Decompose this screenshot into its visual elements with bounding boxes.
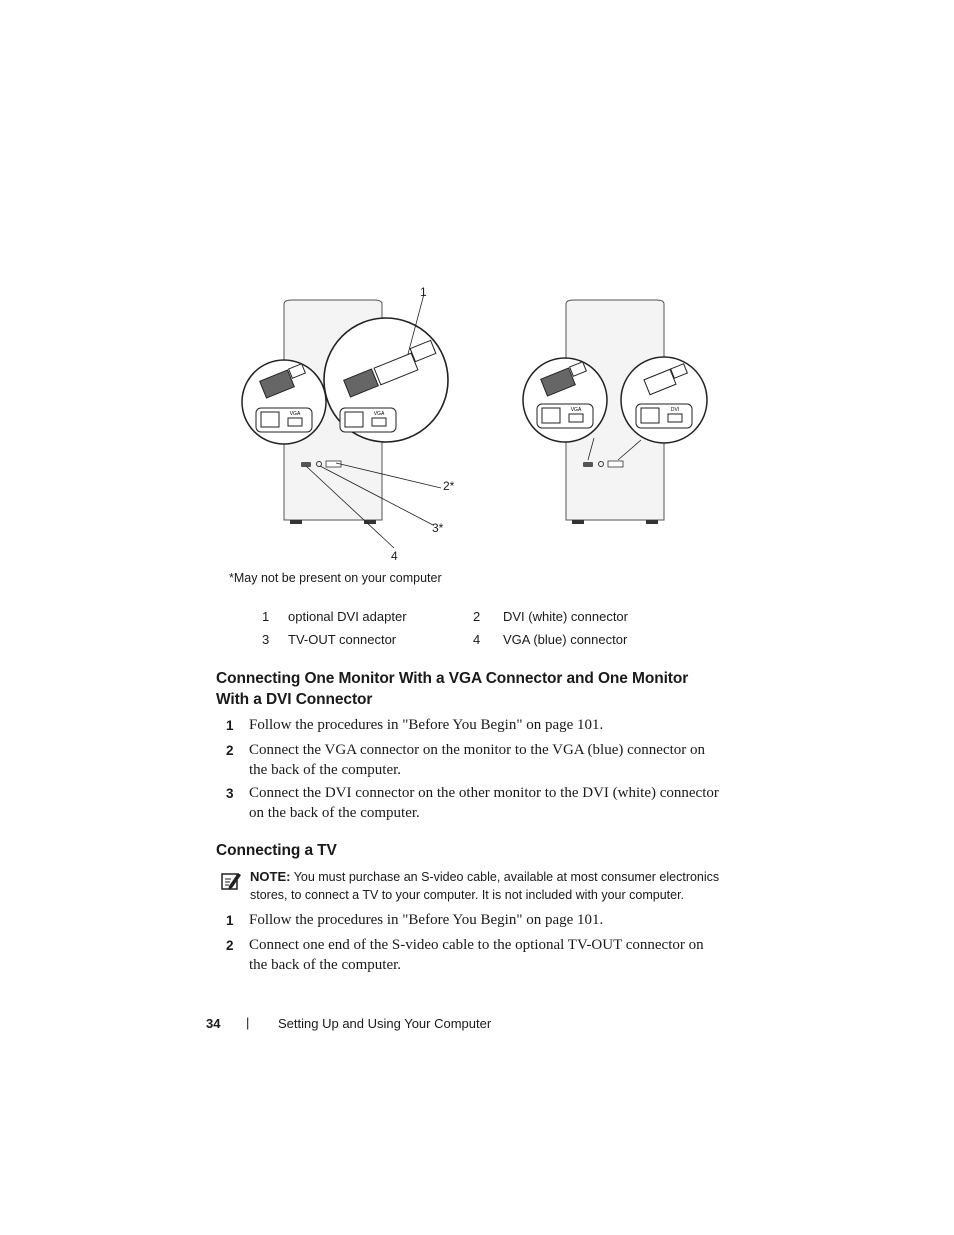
legend-num: 2 xyxy=(473,609,481,624)
callout-3: 3* xyxy=(432,521,444,535)
vga-port-label-2: VGA xyxy=(373,411,385,417)
dvi-adapter-bubble xyxy=(324,318,448,442)
footer-separator: | xyxy=(246,1015,250,1030)
legend-num: 4 xyxy=(473,632,481,647)
note-label: NOTE: xyxy=(250,869,291,884)
connector-illustration xyxy=(226,282,726,572)
step-text: Connect the DVI connector on the other monitor to the DVI (white) connector on the back of the computer. xyxy=(249,785,719,821)
step-number: 3 xyxy=(226,786,234,801)
step-number: 1 xyxy=(226,913,234,928)
figure-footnote: *May not be present on your computer xyxy=(229,571,442,585)
step-text: Follow the procedures in "Before You Begin" on page 101. xyxy=(249,717,604,733)
callout-4: 4 xyxy=(391,549,398,563)
step-number: 1 xyxy=(226,718,234,733)
note-text: You must purchase an S-video cable, available at most consumer electronics stores, to connect a TV to your computer. It is not included with your computer. xyxy=(250,870,720,902)
step-text: Connect one end of the S-video cable to the optional TV-OUT connector on the back of the computer. xyxy=(249,937,704,973)
legend-label: DVI (white) connector xyxy=(503,609,628,624)
step-number: 2 xyxy=(226,938,234,953)
callout-1: 1 xyxy=(420,285,427,299)
legend-num: 1 xyxy=(262,609,270,624)
step-number: 2 xyxy=(226,743,234,758)
callout-2: 2* xyxy=(443,479,455,493)
vga-monitor-bubble-right xyxy=(523,358,607,442)
dvi-monitor-bubble xyxy=(621,357,707,443)
dvi-port-label: DVI xyxy=(670,407,680,413)
legend-label: optional DVI adapter xyxy=(288,609,407,624)
legend-num: 3 xyxy=(262,632,270,647)
legend-label: VGA (blue) connector xyxy=(503,632,628,647)
legend-label: TV-OUT connector xyxy=(288,632,397,647)
vga-port-label: VGA xyxy=(289,411,301,417)
step-text: Follow the procedures in "Before You Begin" on page 101. xyxy=(249,912,604,928)
pencil-note-icon xyxy=(220,870,242,892)
step-text: Connect the VGA connector on the monitor to the VGA (blue) connector on the back of the computer. xyxy=(249,742,706,778)
section-heading-vga-dvi: Connecting One Monitor With a VGA Connector and One Monitor With a DVI Connector xyxy=(216,670,689,708)
computer-back-diagram xyxy=(226,282,726,572)
section-heading-tv: Connecting a TV xyxy=(216,842,337,859)
vga-port-label-3: VGA xyxy=(570,407,582,413)
page-number: 34 xyxy=(206,1016,221,1031)
note-text-container xyxy=(250,868,720,904)
vga-monitor-bubble-left xyxy=(242,360,326,444)
footer-title: Setting Up and Using Your Computer xyxy=(278,1016,492,1031)
